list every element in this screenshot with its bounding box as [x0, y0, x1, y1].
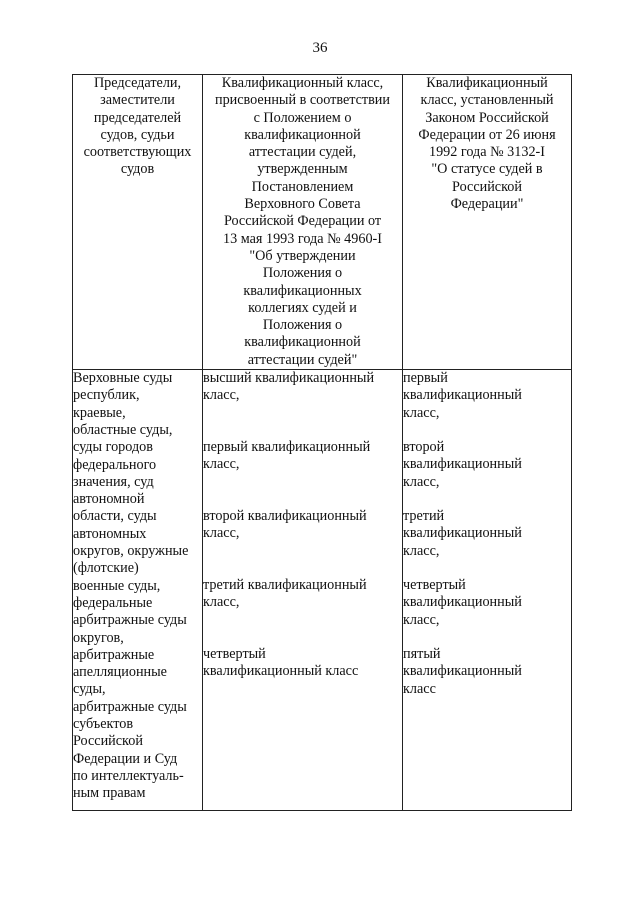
assigned-class-entry: второй квалификационный класс,: [203, 508, 367, 542]
assigned-classes-cell: [203, 370, 403, 811]
header-cell-assigned-class: [203, 75, 403, 370]
established-class-entry: второй квалификационный класс,: [403, 439, 522, 490]
header-cell-positions: [73, 75, 203, 370]
assigned-class-entry: высший квалификационный класс,: [203, 370, 375, 404]
courts-text: Верховные суды республик, краевые, областные суды, суды городов федерального значения, суд автономной области, суды автономных округов, окружные (флотские) военные суды, федеральные арбитражные суды округов, арбитражные апелляционные суды, арбитражные суды субъектов Российской Федерации и Суд по интеллектуаль- ным правам: [73, 370, 189, 802]
header-cell-established-class: [403, 75, 572, 370]
courts-cell: [73, 370, 203, 811]
established-class-entry: третий квалификационный класс,: [403, 508, 522, 559]
assigned-class-entry: четвертый квалификационный класс: [203, 646, 359, 680]
assigned-class-entry: третий квалификационный класс,: [203, 577, 367, 611]
established-classes-cell: [403, 370, 572, 811]
established-class-entry: пятый квалификационный класс: [403, 646, 522, 697]
table-row: [73, 370, 572, 811]
established-class-entry: четвертый квалификационный класс,: [403, 577, 522, 628]
header-positions-text: Председатели, заместители председателей судов, судьи соответствующих судов: [83, 75, 192, 178]
qualification-class-table: [72, 74, 572, 811]
assigned-class-entry: первый квалификационный класс,: [203, 439, 371, 473]
table-header-row: [73, 75, 572, 370]
established-class-entry: первый квалификационный класс,: [403, 370, 522, 421]
page-number: 36: [312, 40, 328, 56]
header-established-class-text: Квалификационный класс, установленный Законом Российской Федерации от 26 июня 1992 года № 3132-I "О статусе судей в Российской Федерации": [418, 75, 556, 213]
header-assigned-class-text: Квалификационный класс, присвоенный в соответствии с Положением о квалификационной аттестации судей, утвержденным Постановлением Верховного Совета Российской Федерации от 13 мая 1993 года № 4960-I "Об утверждении Положения о квалификационных коллегиях судей и Положения о квалификационной аттестации судей": [214, 75, 390, 368]
